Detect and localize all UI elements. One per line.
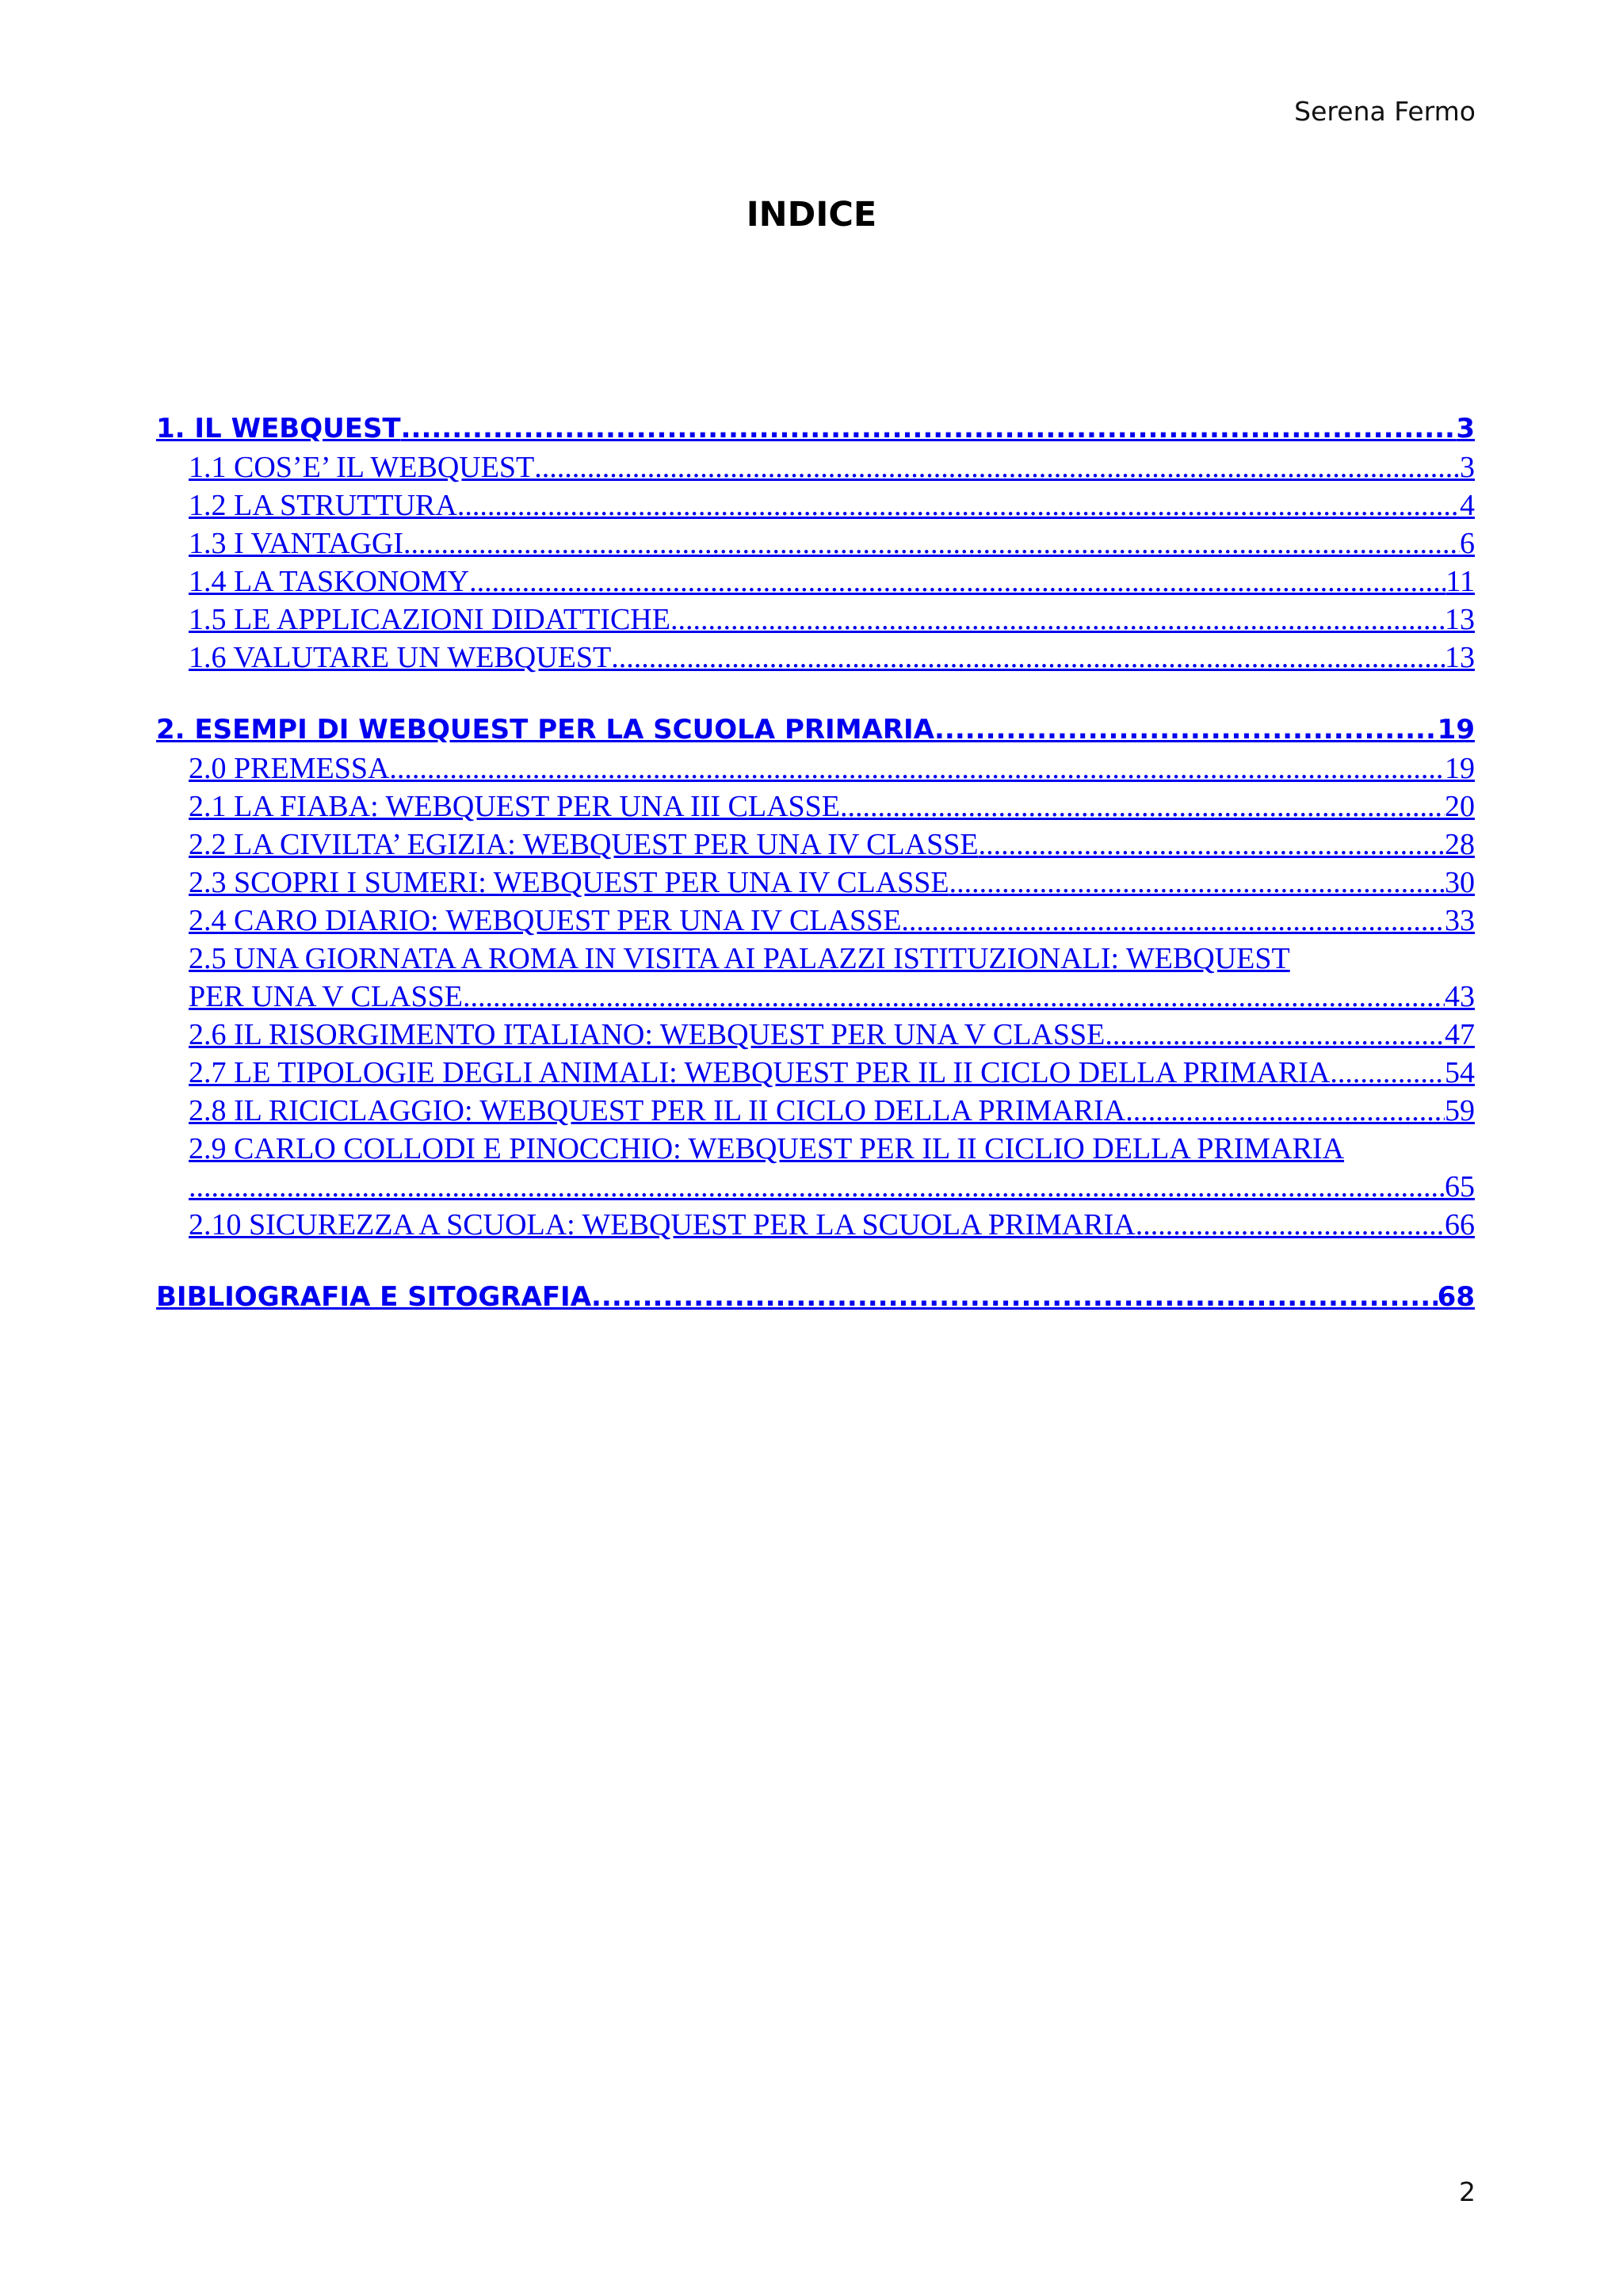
toc-leader [401, 409, 1457, 448]
toc-entry-2-9[interactable] [189, 1168, 1475, 1206]
toc-page-number: 13 [1445, 603, 1475, 636]
toc-entry-title: 2. ESEMPI DI WEBQUEST PER LA SCUOLA PRIMARIA [156, 714, 934, 746]
toc-entry-title: BIBLIOGRAFIA E SITOGRAFIA [156, 1281, 592, 1313]
page-title: INDICE [746, 195, 877, 235]
toc-leader [1330, 1054, 1445, 1092]
toc-leader [463, 978, 1445, 1016]
toc-entry-title: 2.0 PREMESSA [189, 752, 390, 785]
toc-page-number: 3 [1456, 413, 1475, 444]
table-of-contents [156, 409, 1475, 1317]
toc-leader [949, 864, 1445, 902]
toc-page-number: 30 [1445, 866, 1475, 899]
toc-page-number: 28 [1445, 828, 1475, 861]
toc-entry-2-9-line1[interactable]: 2.9 CARLO COLLODI E PINOCCHIO: WEBQUEST PER IL II CICLIO DELLA PRIMARIA [189, 1132, 1345, 1165]
toc-entry-title: 2.3 SCOPRI I SUMERI: WEBQUEST PER UNA IV CLASSE [189, 866, 949, 899]
toc-page-number: 4 [1460, 489, 1475, 522]
header-author: Serena Fermo [1294, 96, 1476, 127]
toc-entry-title: PER UNA V CLASSE [189, 980, 463, 1013]
toc-page-number: 13 [1445, 641, 1475, 674]
toc-leader [1136, 1206, 1445, 1244]
toc-entry-title: 1.5 LE APPLICAZIONI DIDATTICHE [189, 603, 670, 636]
toc-entry-2-1[interactable] [189, 788, 1475, 826]
toc-section-2[interactable] [156, 710, 1475, 749]
toc-entry-2-0[interactable] [189, 749, 1475, 788]
toc-entry-2-2[interactable] [189, 826, 1475, 864]
toc-leader [979, 826, 1445, 864]
toc-leader [389, 749, 1445, 788]
toc-entry-2-7[interactable] [189, 1054, 1475, 1092]
toc-entry-title: 1. IL WEBQUEST [156, 413, 401, 444]
toc-entry-title: 1.3 I VANTAGGI [189, 527, 404, 560]
toc-entry-title: 2.4 CARO DIARIO: WEBQUEST PER UNA IV CLASSE [189, 904, 902, 937]
toc-entry-title: 2.2 LA CIVILTA’ EGIZIA: WEBQUEST PER UNA IV CLASSE [189, 828, 979, 861]
toc-page-number: 47 [1445, 1018, 1475, 1051]
toc-leader [611, 639, 1445, 677]
toc-page-number: 65 [1445, 1170, 1475, 1203]
toc-page-number: 19 [1445, 752, 1475, 785]
toc-page-number: 59 [1445, 1094, 1475, 1127]
toc-entry-1-1[interactable] [189, 448, 1475, 486]
toc-entry-2-4[interactable] [189, 902, 1475, 940]
toc-entry-2-3[interactable] [189, 864, 1475, 902]
toc-entry-title: 2.7 LE TIPOLOGIE DEGLI ANIMALI: WEBQUEST PER IL II CICLO DELLA PRIMARIA [189, 1056, 1331, 1089]
toc-entry-2-5-line1[interactable]: 2.5 UNA GIORNATA A ROMA IN VISITA AI PALAZZI ISTITUZIONALI: WEBQUEST [189, 942, 1290, 975]
toc-page-number: 54 [1445, 1056, 1475, 1089]
toc-section-bibliography[interactable] [156, 1277, 1475, 1317]
toc-leader [1125, 1092, 1445, 1130]
toc-leader [1105, 1016, 1445, 1054]
toc-leader [670, 601, 1445, 639]
toc-page-number: 43 [1445, 980, 1475, 1013]
toc-entry-2-10[interactable] [189, 1206, 1475, 1244]
toc-section-1[interactable] [156, 409, 1475, 448]
toc-leader [403, 524, 1460, 563]
toc-entry-2-6[interactable] [189, 1016, 1475, 1054]
toc-leader [189, 1168, 1445, 1206]
toc-entry-1-6[interactable] [189, 639, 1475, 677]
toc-page-number: 20 [1445, 790, 1475, 823]
toc-leader [457, 486, 1460, 524]
toc-page-number: 66 [1445, 1208, 1475, 1241]
page-number: 2 [1459, 2176, 1476, 2207]
toc-entry-2-8[interactable] [189, 1092, 1475, 1130]
toc-leader [901, 902, 1445, 940]
toc-leader [469, 563, 1445, 601]
toc-leader [840, 788, 1445, 826]
toc-entry-1-3[interactable] [189, 524, 1475, 563]
toc-leader [591, 1277, 1438, 1317]
toc-page-number: 68 [1437, 1281, 1475, 1313]
toc-entry-title: 2.10 SICUREZZA A SCUOLA: WEBQUEST PER LA SCUOLA PRIMARIA [189, 1208, 1136, 1241]
toc-entry-title: 2.8 IL RICICLAGGIO: WEBQUEST PER IL II CICLO DELLA PRIMARIA [189, 1094, 1126, 1127]
toc-page-number: 6 [1460, 527, 1475, 560]
toc-entry-title: 1.2 LA STRUTTURA [189, 489, 457, 522]
toc-entry-title: 2.6 IL RISORGIMENTO ITALIANO: WEBQUEST PER UNA V CLASSE [189, 1018, 1106, 1051]
toc-entry-2-5[interactable] [189, 978, 1475, 1016]
toc-leader [934, 710, 1438, 749]
toc-entry-title: 1.6 VALUTARE UN WEBQUEST [189, 641, 612, 674]
toc-page-number: 11 [1445, 565, 1475, 598]
toc-page-number: 3 [1460, 451, 1475, 484]
toc-entry-title: 2.1 LA FIABA: WEBQUEST PER UNA III CLASSE [189, 790, 840, 823]
toc-entry-title: 1.1 COS’E’ IL WEBQUEST [189, 451, 535, 484]
toc-page-number: 19 [1437, 714, 1475, 746]
toc-entry-1-5[interactable] [189, 601, 1475, 639]
toc-page-number: 33 [1445, 904, 1475, 937]
toc-entry-1-4[interactable] [189, 563, 1475, 601]
toc-entry-1-2[interactable] [189, 486, 1475, 524]
toc-entry-title: 1.4 LA TASKONOMY [189, 565, 470, 598]
toc-leader [534, 448, 1460, 486]
